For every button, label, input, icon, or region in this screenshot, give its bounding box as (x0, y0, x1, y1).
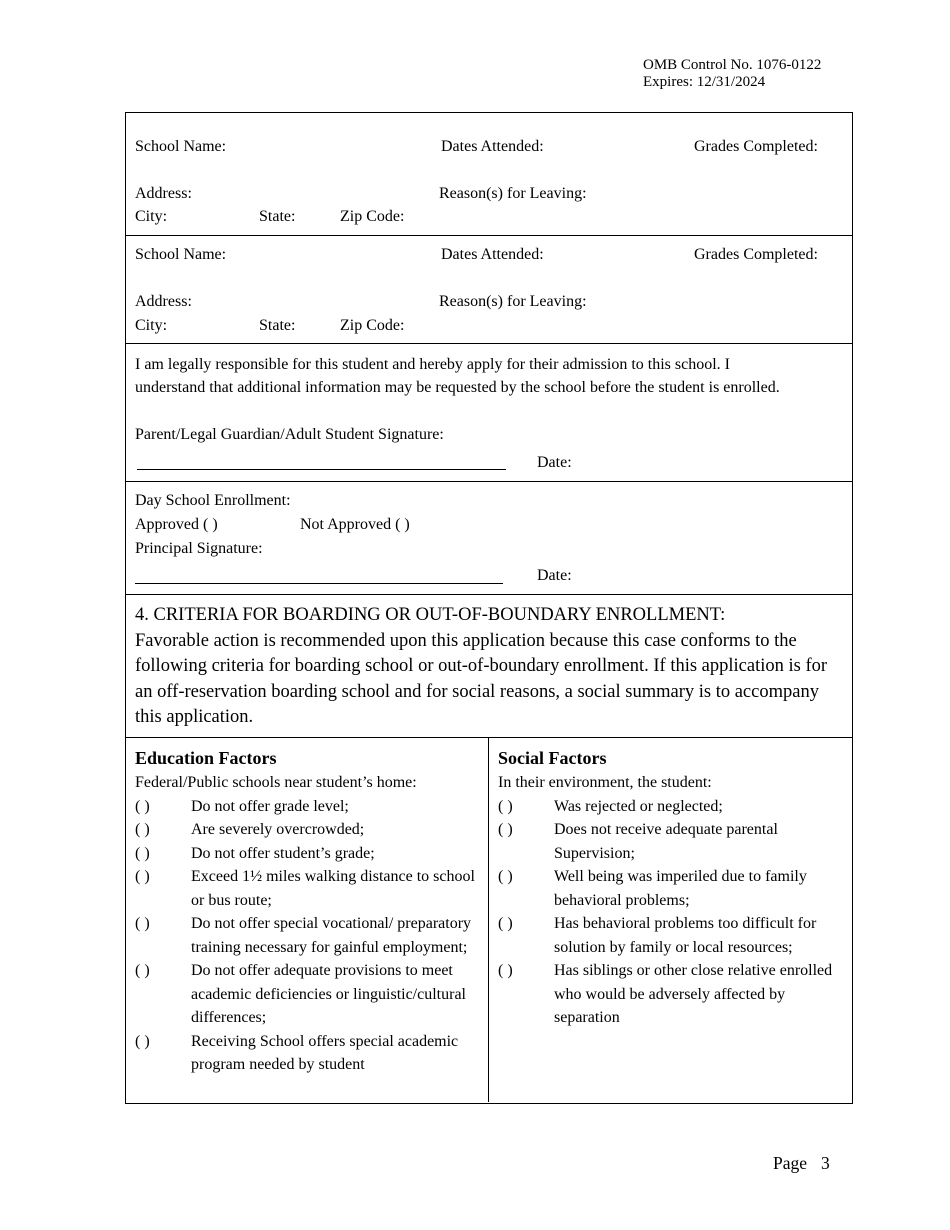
list-item (135, 795, 480, 819)
address-field[interactable]: Address: (135, 293, 192, 310)
school-name-field[interactable]: School Name: (135, 138, 227, 155)
principal-date-field[interactable]: Date: (537, 567, 572, 584)
criteria-section (135, 603, 845, 731)
zip-code-field[interactable]: Zip Code: (340, 317, 405, 334)
list-item (135, 842, 480, 866)
education-factors-title: Education Factors (135, 748, 277, 768)
school-name-field[interactable]: School Name: (135, 246, 227, 263)
list-item-text: Do not offer grade level; (191, 797, 349, 815)
list-item (135, 912, 480, 959)
divider-school-1 (125, 235, 853, 236)
approved-checkbox[interactable]: Approved ( ) (135, 516, 218, 533)
responsibility-statement-line-2: understand that additional information may be requested by the school before the student is enrolled. (135, 379, 780, 396)
checkbox[interactable]: ( ) (135, 797, 150, 815)
social-factors-column (498, 746, 844, 1030)
list-item-text: Do not offer special vocational/ preparatory training necessary for gainful employment; (191, 915, 472, 956)
principal-signature-label: Principal Signature: (135, 540, 263, 557)
divider-signature (125, 481, 853, 482)
social-factors-intro: In their environment, the student: (498, 774, 712, 791)
not-approved-checkbox[interactable]: Not Approved ( ) (300, 516, 410, 533)
omb-control-number: OMB Control No. 1076-0122 (643, 57, 822, 73)
omb-expiration: Expires: 12/31/2024 (643, 74, 766, 90)
checkbox[interactable]: ( ) (135, 844, 150, 862)
education-factors-column (135, 746, 480, 1077)
checkbox[interactable]: ( ) (135, 1032, 150, 1050)
divider-day-school (125, 594, 853, 595)
list-item-text: Do not offer student’s grade; (191, 844, 375, 862)
checkbox[interactable]: ( ) (135, 821, 150, 838)
criteria-heading: 4. CRITERIA FOR BOARDING OR OUT-OF-BOUNDARY ENROLLMENT: (135, 605, 726, 625)
city-field[interactable]: City: (135, 317, 168, 334)
list-item-text: Was rejected or neglected; (554, 797, 723, 815)
social-factors-title: Social Factors (498, 748, 607, 768)
state-field[interactable]: State: (259, 317, 296, 334)
list-item (135, 1030, 480, 1077)
checkbox[interactable]: ( ) (135, 962, 150, 979)
list-item (498, 912, 844, 959)
principal-signature-line[interactable] (135, 583, 503, 584)
guardian-signature-label: Parent/Legal Guardian/Adult Student Signature: (135, 426, 444, 443)
city-field[interactable]: City: (135, 208, 168, 225)
checkbox[interactable]: ( ) (498, 868, 513, 885)
list-item-text: Are severely overcrowded; (191, 821, 365, 838)
list-item-text: Receiving School offers special academic program needed by student (191, 1032, 459, 1073)
education-factors-intro: Federal/Public schools near student’s home: (135, 774, 417, 791)
reasons-for-leaving-field[interactable]: Reason(s) for Leaving: (439, 293, 587, 310)
checkbox[interactable]: ( ) (498, 821, 513, 838)
list-item-text: Has behavioral problems too difficult for solution by family or local resources; (554, 915, 817, 956)
guardian-date-field[interactable]: Date: (537, 454, 572, 471)
checkbox[interactable]: ( ) (135, 915, 150, 932)
list-item (498, 865, 844, 912)
list-item-text: Does not receive adequate parental Supervision; (554, 821, 778, 862)
divider-school-2 (125, 343, 853, 344)
omb-header (643, 57, 821, 91)
grades-completed-field[interactable]: Grades Completed: (694, 246, 818, 263)
zip-code-field[interactable]: Zip Code: (340, 208, 405, 225)
day-school-title: Day School Enrollment: (135, 492, 291, 509)
checkbox[interactable]: ( ) (498, 915, 513, 932)
criteria-body: Favorable action is recommended upon this application because this case conforms to the following criteria for boarding school or out-of-boundary enrollment. If this application is for an off-reservation boarding school and for social reasons, a social summary is to accompany this application. (135, 630, 828, 727)
factors-column-divider (488, 737, 489, 1102)
list-item (498, 959, 844, 1030)
reasons-for-leaving-field[interactable]: Reason(s) for Leaving: (439, 185, 587, 202)
dates-attended-field[interactable]: Dates Attended: (441, 246, 544, 263)
checkbox[interactable]: ( ) (135, 868, 150, 885)
page-number-value: 3 (821, 1153, 830, 1173)
page-label: Page (773, 1153, 808, 1173)
list-item-text: Well being was imperiled due to family behavioral problems; (554, 868, 807, 909)
list-item-text: Exceed 1½ miles walking distance to school or bus route; (191, 868, 475, 909)
state-field[interactable]: State: (259, 208, 296, 225)
divider-criteria (125, 737, 853, 738)
responsibility-statement-line-1: I am legally responsible for this student and hereby apply for their admission to this school. I (135, 356, 730, 373)
address-field[interactable]: Address: (135, 185, 192, 202)
list-item-text: Has siblings or other close relative enrolled who would be adversely affected by separation (554, 962, 833, 1026)
dates-attended-field[interactable]: Dates Attended: (441, 138, 544, 155)
list-item (135, 818, 480, 842)
list-item-text: Do not offer adequate provisions to meet academic deficiencies or linguistic/cultural differences; (191, 962, 466, 1026)
checkbox[interactable]: ( ) (498, 797, 513, 815)
checkbox[interactable]: ( ) (498, 962, 513, 979)
list-item (498, 795, 844, 819)
page-number (773, 1153, 830, 1174)
grades-completed-field[interactable]: Grades Completed: (694, 138, 818, 155)
list-item (135, 959, 480, 1030)
list-item (135, 865, 480, 912)
guardian-signature-line[interactable] (137, 469, 506, 470)
list-item (498, 818, 844, 865)
